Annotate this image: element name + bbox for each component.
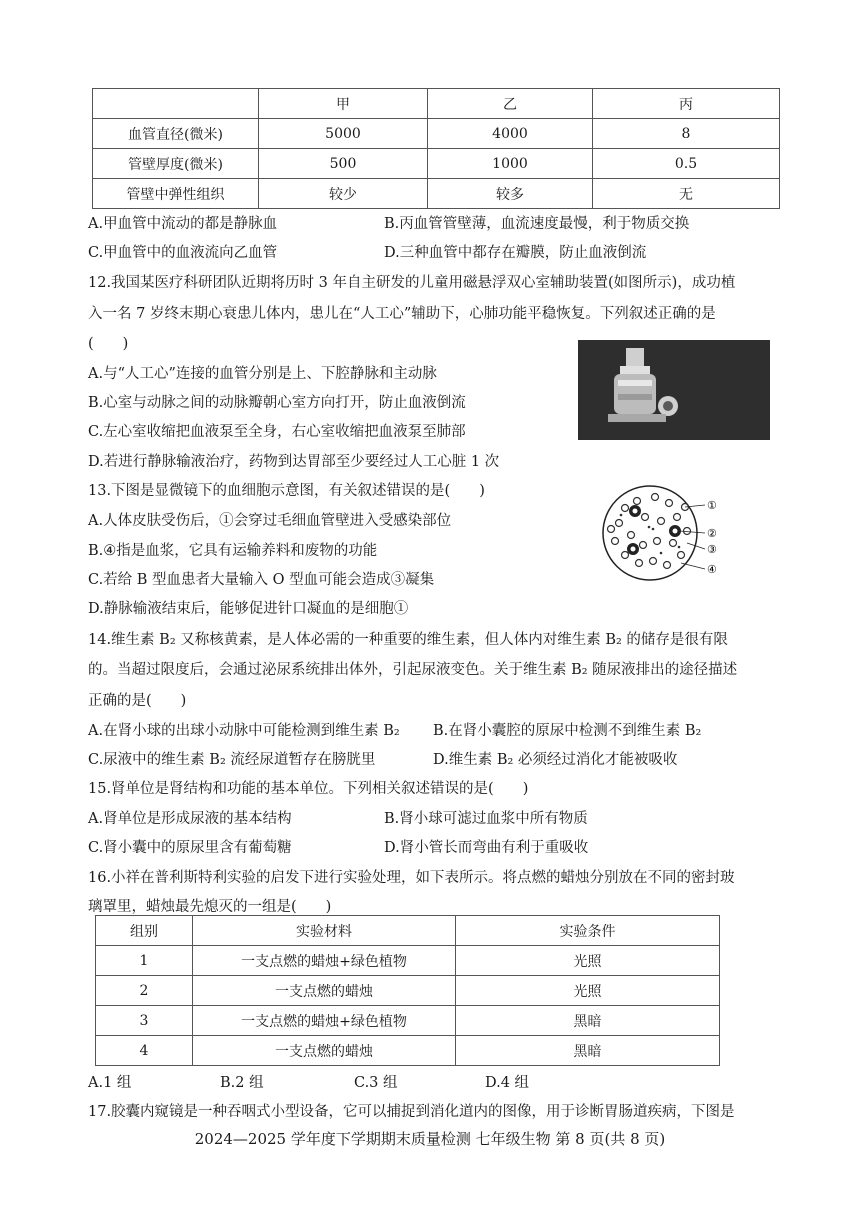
table-row [96, 976, 720, 1006]
table-row [96, 1006, 720, 1036]
artificial-heart-photo [578, 340, 770, 440]
q16-option-d: D.4 组 [485, 1075, 530, 1091]
label-1: ① [707, 499, 717, 512]
table-cell: 较少 [259, 179, 428, 209]
q16-option-b: B.2 组 [220, 1075, 264, 1091]
q13-option-d: D.静脉输液结束后，能够促进针口凝血的是细胞① [88, 601, 409, 617]
q15-option-d: D.肾小管长而弯曲有利于重吸收 [384, 840, 589, 856]
table-cell: 1000 [428, 149, 593, 179]
table-cell: 3 [96, 1006, 193, 1036]
q12-option-b: B.心室与动脉之间的动脉瓣朝心室方向打开，防止血液倒流 [88, 395, 466, 411]
table-cell: 实验条件 [456, 916, 720, 946]
table-cell: 2 [96, 976, 193, 1006]
table-cell: 乙 [428, 89, 593, 119]
q14-option-c: C.尿液中的维生素 B₂ 流经尿道暂存在膀胱里 [88, 752, 376, 768]
q14-option-a: A.在肾小球的出球小动脉中可能检测到维生素 B₂ [88, 723, 400, 739]
q13-option-a: A.人体皮肤受伤后，①会穿过毛细血管壁进入受感染部位 [88, 513, 452, 529]
table-cell: 实验材料 [193, 916, 456, 946]
q15-option-c: C.肾小囊中的原尿里含有葡萄糖 [88, 840, 292, 856]
table-cell: 500 [259, 149, 428, 179]
q12-option-d: D.若进行静脉输液治疗，药物到达胃部至少要经过人工心脏 1 次 [88, 454, 500, 470]
table-cell: 无 [593, 179, 780, 209]
table-row [96, 916, 720, 946]
q12-option-a: A.与“人工心”连接的血管分别是上、下腔静脉和主动脉 [88, 366, 437, 382]
q16-stem-line-1: 16.小祥在普利斯特利实验的启发下进行实验处理，如下表所示。将点燃的蜡烛分别放在不同的密封玻 [88, 870, 735, 886]
table-cell: 4 [96, 1036, 193, 1066]
table-cell: 一支点燃的蜡烛 [193, 1036, 456, 1066]
table-cell: 较多 [428, 179, 593, 209]
q16-stem-line-2: 璃罩里，蜡烛最先熄灭的一组是( ) [88, 899, 332, 915]
table-cell: 管壁厚度(微米) [93, 149, 259, 179]
table-row [96, 1036, 720, 1066]
table-cell: 光照 [456, 946, 720, 976]
q11-option-b: B.丙血管管壁薄，血流速度最慢，利于物质交换 [384, 216, 690, 232]
label-2: ② [707, 527, 717, 540]
q16-option-c: C.3 组 [354, 1075, 398, 1091]
blood-vessel-table [92, 88, 780, 209]
q13-stem: 13.下图是显微镜下的血细胞示意图，有关叙述错误的是( ) [88, 483, 485, 499]
experiment-table [95, 915, 720, 1066]
table-row [93, 89, 780, 119]
q14-stem-line-2: 的。当超过限度后，会通过泌尿系统排出体外，引起尿液变色。关于维生素 B₂ 随尿液排出的途径描述 [88, 662, 738, 678]
q12-option-c: C.左心室收缩把血液泵至全身，右心室收缩把血液泵至肺部 [88, 424, 466, 440]
table-row [93, 179, 780, 209]
q17-stem-line-1: 17.胶囊内窥镜是一种吞咽式小型设备，它可以捕捉到消化道内的图像，用于诊断胃肠道疾病，下图是 [88, 1104, 735, 1120]
q14-stem-line-3: 正确的是( ) [88, 693, 187, 709]
table-cell: 管壁中弹性组织 [93, 179, 259, 209]
q15-option-b: B.肾小球可滤过血浆中所有物质 [384, 811, 588, 827]
table-cell: 一支点燃的蜡烛+绿色植物 [193, 1006, 456, 1036]
table-cell: 一支点燃的蜡烛 [193, 976, 456, 1006]
table-cell: 5000 [259, 119, 428, 149]
table-cell: 1 [96, 946, 193, 976]
q15-option-a: A.肾单位是形成尿液的基本结构 [88, 811, 292, 827]
q14-option-d: D.维生素 B₂ 必须经过消化才能被吸收 [433, 752, 678, 768]
label-3: ③ [707, 543, 717, 556]
table-row [93, 149, 780, 179]
table-row [93, 119, 780, 149]
q11-option-d: D.三种血管中都存在瓣膜，防止血液倒流 [384, 245, 647, 261]
q14-option-b: B.在肾小囊腔的原尿中检测不到维生素 B₂ [433, 723, 702, 739]
table-cell: 组别 [96, 916, 193, 946]
q11-option-a: A.甲血管中流动的都是静脉血 [88, 216, 278, 232]
q14-stem-line-1: 14.维生素 B₂ 又称核黄素，是人体必需的一种重要的维生素，但人体内对维生素 B₂ 的储存是很有限 [88, 632, 728, 648]
table-cell [93, 89, 259, 119]
table-cell: 0.5 [593, 149, 780, 179]
q12-stem-line-1: 12.我国某医疗科研团队近期将历时 3 年自主研发的儿童用磁悬浮双心室辅助装置(如图所示)，成功植 [88, 275, 736, 291]
q13-option-c: C.若给 B 型血患者大量输入 O 型血可能会造成③凝集 [88, 572, 435, 588]
q13-option-b: B.④指是血浆，它具有运输养料和废物的功能 [88, 543, 378, 559]
page-footer: 2024—2025 学年度下学期期末质量检测 七年级生物 第 8 页(共 8 页) [194, 1130, 666, 1148]
q15-stem: 15.肾单位是肾结构和功能的基本单位。下列相关叙述错误的是( ) [88, 781, 529, 797]
table-cell: 黑暗 [456, 1006, 720, 1036]
table-cell: 一支点燃的蜡烛+绿色植物 [193, 946, 456, 976]
table-cell: 血管直径(微米) [93, 119, 259, 149]
table-row [96, 946, 720, 976]
table-cell: 甲 [259, 89, 428, 119]
table-cell: 8 [593, 119, 780, 149]
blood-cell-diagram [595, 483, 725, 583]
table-cell: 丙 [593, 89, 780, 119]
label-4: ④ [707, 563, 717, 576]
q11-option-c: C.甲血管中的血液流向乙血管 [88, 245, 278, 261]
q12-stem-line-3: ( ) [88, 336, 129, 352]
table-cell: 4000 [428, 119, 593, 149]
table-cell: 光照 [456, 976, 720, 1006]
q12-stem-line-2: 入一名 7 岁终末期心衰患儿体内，患儿在“人工心”辅助下，心肺功能平稳恢复。下列叙述正确的是 [88, 306, 716, 322]
q16-option-a: A.1 组 [88, 1075, 132, 1091]
device-illustration [578, 340, 770, 440]
table-cell: 黑暗 [456, 1036, 720, 1066]
